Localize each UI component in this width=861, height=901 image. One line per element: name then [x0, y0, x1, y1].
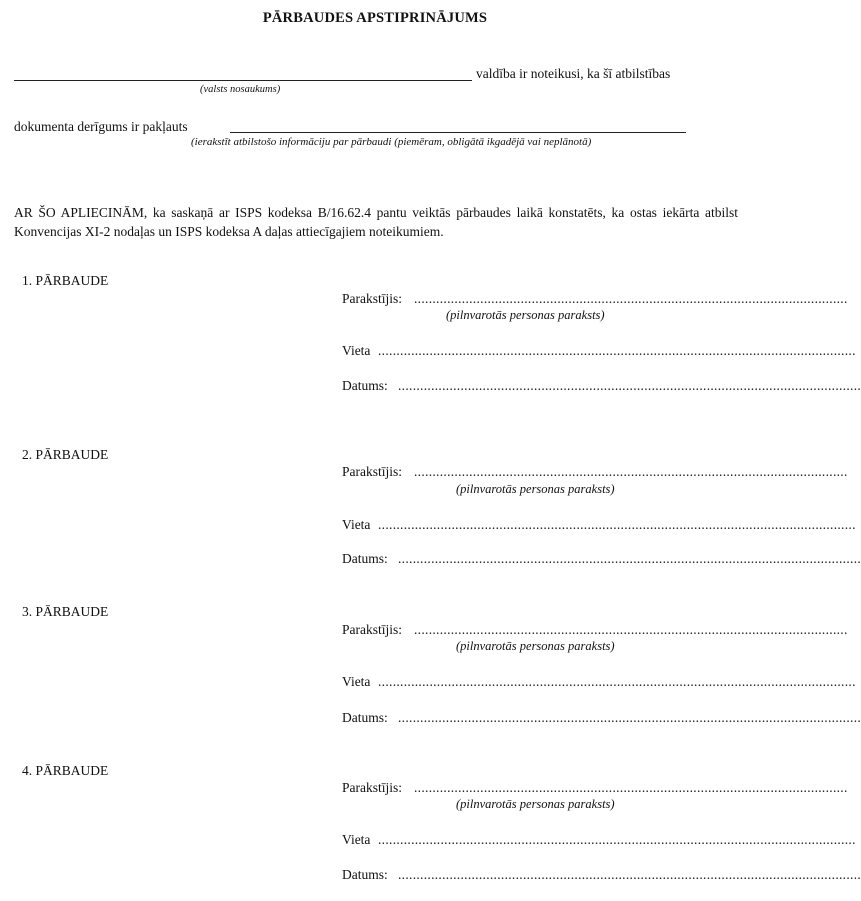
date-field[interactable]: .............................................................................................................................. [398, 551, 861, 566]
signature-field[interactable]: ...................................................................................................................... [414, 780, 848, 795]
inspection-info-note: (ierakstīt atbilstošo informāciju par pārbaudi (piemēram, obligātā ikgadējā vai neplānotā) [191, 136, 592, 148]
header-line1-text: valdība ir noteikusi, ka šī atbilstības [476, 66, 671, 81]
date-label: Datums: [342, 710, 388, 725]
signature-note: (pilnvarotās personas paraksts) [456, 639, 615, 653]
date-label: Datums: [342, 378, 388, 393]
signature-field[interactable]: ...................................................................................................................... [414, 464, 848, 479]
inspection-heading: 4. PĀRBAUDE [22, 763, 109, 778]
signature-note: (pilnvarotās personas paraksts) [446, 308, 605, 322]
date-label: Datums: [342, 867, 388, 882]
date-field[interactable]: .............................................................................................................................. [398, 710, 861, 725]
country-name-line[interactable] [14, 80, 472, 81]
place-label: Vieta [342, 343, 371, 358]
country-name-note: (valsts nosaukums) [200, 84, 281, 95]
signed-label: Parakstījis: [342, 780, 402, 795]
signature-field[interactable]: ...................................................................................................................... [414, 622, 848, 637]
signed-label: Parakstījis: [342, 291, 402, 306]
signature-field[interactable]: ...................................................................................................................... [414, 291, 848, 306]
place-field[interactable]: .................................................................................................................................. [378, 674, 856, 689]
place-label: Vieta [342, 832, 371, 847]
place-label: Vieta [342, 517, 371, 532]
header-line2-label: dokumenta derīgums ir pakļauts [14, 119, 188, 134]
place-field[interactable]: .................................................................................................................................. [378, 343, 856, 358]
date-label: Datums: [342, 551, 388, 566]
certification-text: AR ŠO APLIECINĀM, ka saskaņā ar ISPS kodeksa B/16.62.4 pantu veiktās pārbaudes laikā konstatēts, ka ostas iekārta atbilst Konvencijas XI-2 nodaļas un ISPS kodeksa A daļas attiecīgajiem noteikumiem. [14, 205, 738, 239]
inspection-heading: 3. PĀRBAUDE [22, 604, 109, 619]
date-field[interactable]: .............................................................................................................................. [398, 867, 861, 882]
place-field[interactable]: .................................................................................................................................. [378, 517, 856, 532]
inspection-heading: 2. PĀRBAUDE [22, 447, 109, 462]
inspection-info-line[interactable] [230, 132, 686, 133]
signature-note: (pilnvarotās personas paraksts) [456, 797, 615, 811]
place-label: Vieta [342, 674, 371, 689]
signed-label: Parakstījis: [342, 622, 402, 637]
signed-label: Parakstījis: [342, 464, 402, 479]
date-field[interactable]: .............................................................................................................................. [398, 378, 861, 393]
signature-note: (pilnvarotās personas paraksts) [456, 482, 615, 496]
page-title: PĀRBAUDES APSTIPRINĀJUMS [262, 10, 488, 26]
inspection-heading: 1. PĀRBAUDE [22, 273, 109, 288]
place-field[interactable]: .................................................................................................................................. [378, 832, 856, 847]
